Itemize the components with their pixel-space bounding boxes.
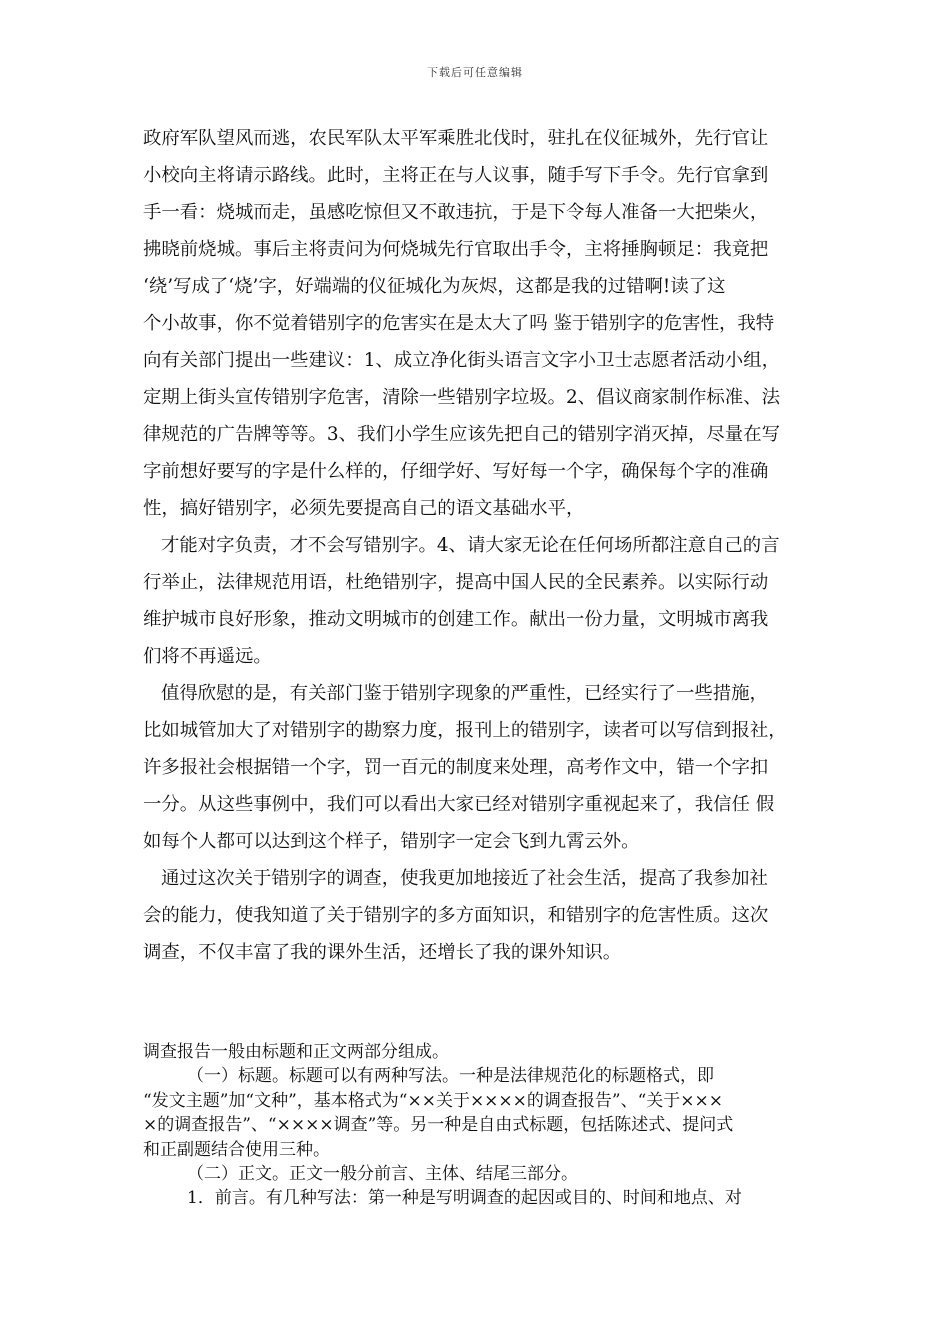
body-text-line: 字前想好要写的字是什么样的，仔细学好、写好每一个字，确保每个字的准确: [143, 461, 769, 482]
body-text-line: ‘绕’写成了‘烧’字，好端端的仪征城化为灰烬，这都是我的过错啊!读了这: [143, 276, 726, 297]
guide-text-line: “发文主题”加“文种”，基本格式为“××关于××××的调查报告”、“关于×××: [143, 1090, 724, 1111]
body-text-line: 调查，不仅丰富了我的课外生活，还增长了我的课外知识。: [143, 942, 622, 963]
body-text-line: 比如城管加大了对错别字的勘察力度，报刊上的错别字，读者可以写信到报社，: [143, 720, 787, 741]
body-text-line: 性，搞好错别字，必须先要提高自己的语文基础水平，: [143, 498, 585, 519]
body-text-line: 才能对字负责，才不会写错别字。4、请大家无论在任何场所都注意自己的言: [161, 535, 780, 556]
guide-text-line: 和正副题结合使用三种。: [143, 1139, 330, 1160]
guide-text-line: 1．前言。有几种写法：第一种是写明调查的起因或目的、时间和地点、对: [187, 1188, 742, 1209]
body-text-line: 们将不再遥远。: [143, 646, 272, 667]
body-text-line: 小校向主将请示路线。此时，主将正在与人议事，随手写下手令。先行官拿到: [143, 165, 769, 186]
guide-text-line: 调查报告一般由标题和正文两部分组成。: [143, 1042, 449, 1062]
body-text-line: 行举止，法律规范用语，杜绝错别字，提高中国人民的全民素养。以实际行动: [143, 572, 769, 593]
body-text-line: 定期上街头宣传错别字危害，清除一些错别字垃圾。2、倡议商家制作标准、法: [143, 387, 780, 408]
body-text-line: 手一看：烧城而走，虽感吃惊但又不敢违抗，于是下令每人准备一大把柴火，: [143, 202, 769, 223]
body-text-line: 一分。从这些事例中，我们可以看出大家已经对错别字重视起来了，我信任 假: [143, 794, 775, 815]
essay-body: [143, 120, 828, 971]
body-text-line: 许多报社会根据错一个字，罚一百元的制度来处理，高考作文中，错一个字扣: [143, 757, 769, 778]
body-text-line: 个小故事，你不觉着错别字的危害实在是太大了吗 鉴于错别字的危害性，我特: [143, 313, 775, 334]
page-header: 下载后可任意编辑: [427, 66, 523, 79]
body-text-line: 通过这次关于错别字的调查，使我更加地接近了社会生活，提高了我参加社: [161, 868, 768, 889]
body-text-line: 向有关部门提出一些建议：1、成立净化街头语言文字小卫士志愿者活动小组，: [143, 350, 780, 371]
body-text-line: 会的能力，使我知道了关于错别字的多方面知识，和错别字的危害性质。这次: [143, 905, 769, 926]
guide-text-line: ×的调查报告”、“××××调查”等。另一种是自由式标题，包括陈述式、提问式: [143, 1115, 734, 1136]
body-text-line: 政府军队望风而逃，农民军队太平军乘胜北伐时，驻扎在仪征城外，先行官让: [143, 128, 769, 149]
body-text-line: 律规范的广告牌等等。3、我们小学生应该先把自己的错别字消灭掉，尽量在写: [143, 424, 780, 445]
body-text-line: 维护城市良好形象，推动文明城市的创建工作。献出一份力量，文明城市离我: [143, 609, 769, 630]
body-text-line: 值得欣慰的是，有关部门鉴于错别字现象的严重性，已经实行了一些措施，: [161, 683, 768, 704]
guide-text-line: （一）标题。标题可以有两种写法。一种是法律规范化的标题格式，即: [187, 1066, 714, 1087]
guide-text-line: （二）正文。正文一般分前言、主体、结尾三部分。: [187, 1163, 578, 1184]
body-text-line: 拂晓前烧城。事后主将责问为何烧城先行官取出手令，主将捶胸顿足：我竟把: [143, 239, 769, 260]
body-text-line: 如每个人都可以达到这个样子，错别字一定会飞到九霄云外。: [143, 831, 640, 852]
report-guide-section: [143, 1040, 828, 1211]
